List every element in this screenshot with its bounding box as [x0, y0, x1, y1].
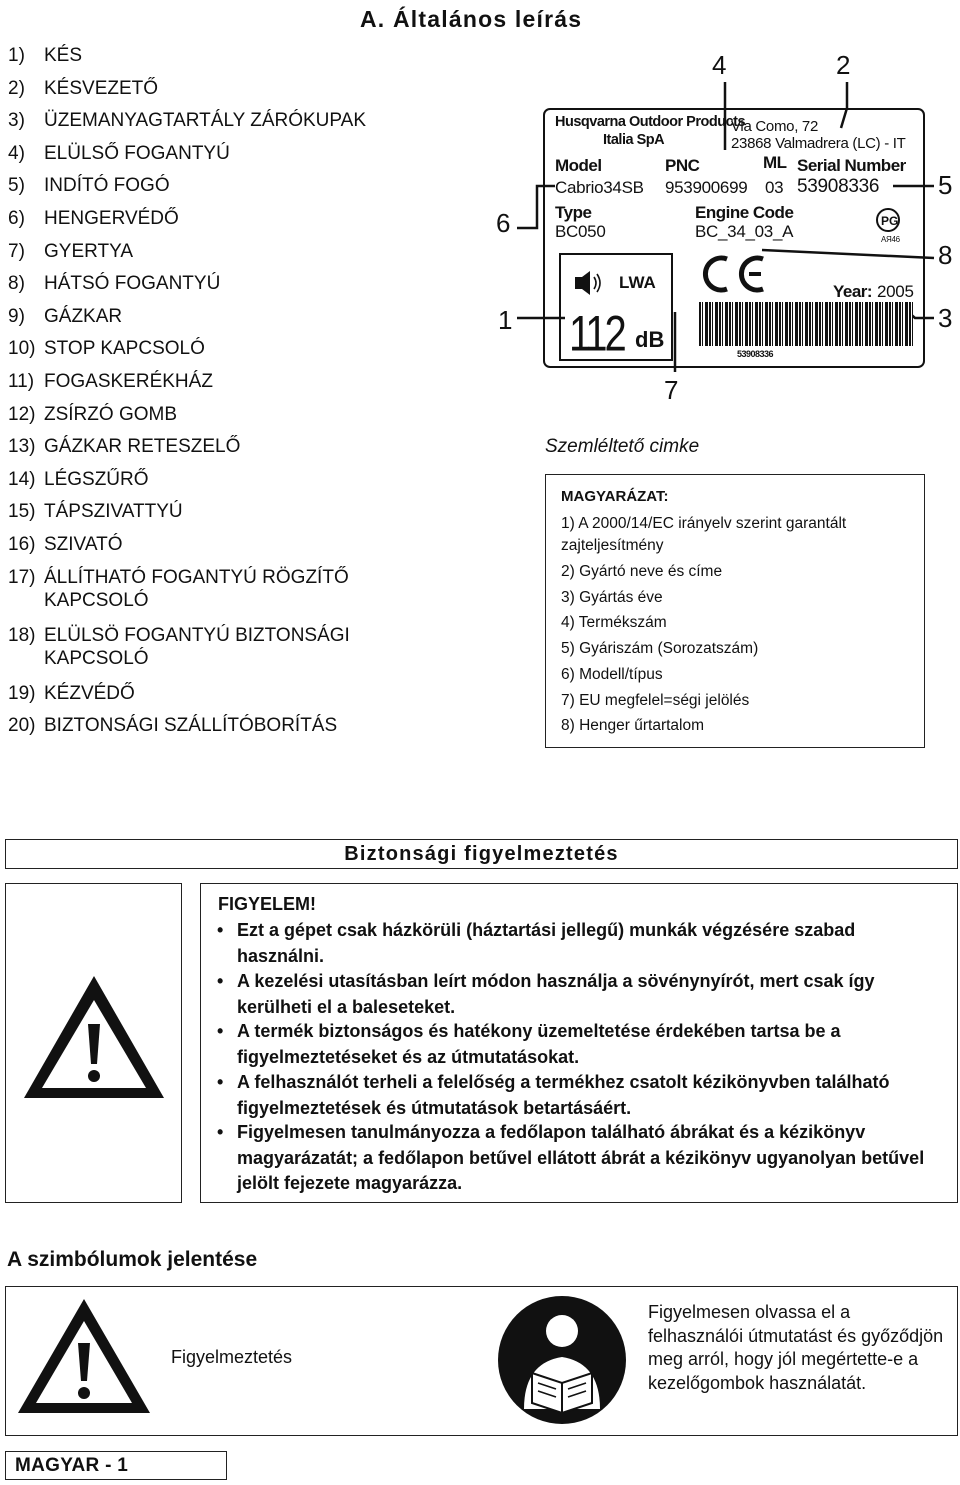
certification-code: AЯ46 — [881, 235, 900, 244]
list-item: 11) FOGASKERÉKHÁZ — [8, 370, 213, 392]
page-title: A. Általános leírás — [360, 6, 583, 32]
engine-code-header: Engine Code — [695, 203, 794, 222]
list-item: 17) ÁLLÍTHATÓ FOGANTYÚ RÖGZÍTŐ KAPCSOLÓ — [8, 566, 349, 611]
callout-8: 8 — [938, 240, 953, 270]
list-item: • A felhasználót terheli a felelőség a termékhez csatolt kézikönyvben található figyelmeztetések és útmutatások betartásáért. — [217, 1072, 890, 1118]
list-item: 1) KÉS — [8, 45, 83, 66]
list-item: 15) TÁPSZIVATTYÚ — [8, 501, 183, 523]
safety-title: Biztonsági figyelmeztetés — [344, 843, 619, 865]
list-item: 2) Gyártó neve és címe — [561, 563, 723, 580]
model-value: Cabrio34SB — [555, 178, 644, 197]
ml-header: ML — [763, 153, 787, 172]
ml-value: 03 — [765, 178, 784, 197]
list-item: 12) ZSÍRZÓ GOMB — [8, 403, 177, 425]
list-item: 2) KÉSVEZETŐ — [8, 77, 159, 99]
lwa-label: LWA — [619, 273, 656, 292]
callout-6: 6 — [496, 208, 511, 238]
list-item: 20) BIZTONSÁGI SZÁLLÍTÓBORÍTÁS — [8, 715, 338, 737]
label-caption: Szemléltető cimke — [545, 436, 700, 457]
callout-2: 2 — [836, 50, 851, 80]
callout-1: 1 — [498, 305, 513, 335]
legend-title: MAGYARÁZAT: — [561, 488, 669, 505]
pnc-header: PNC — [665, 156, 700, 175]
svg-text:PG: PG — [881, 214, 899, 228]
callout-3: 3 — [938, 303, 953, 333]
list-item: • Figyelmesen tanulmányozza a fedőlapon található ábrákat és a kézikönyv magyarázatát; a fedőlapon betűvel ellátott ábrát a kézikönyv ugyanolyan betűvel jelölt fejezete magyarázza. — [217, 1122, 925, 1193]
safety-heading: FIGYELEM! — [218, 894, 316, 914]
serial-value: 53908336 — [797, 176, 880, 197]
engine-code-value: BC_34_03_A — [695, 222, 794, 241]
type-value: BC050 — [555, 222, 606, 241]
list-item: 1) A 2000/14/EC irányelv szerint garantált zajteljesítmény — [561, 515, 847, 554]
list-item: 13) GÁZKAR RETESZELŐ — [8, 436, 241, 458]
type-header: Type — [555, 203, 592, 222]
callout-4: 4 — [712, 50, 727, 80]
list-item: • A termék biztonságos és hatékony üzemeltetése érdekében tartsa be a figyelmeztetéseket és az útmutatásokat. — [217, 1021, 841, 1067]
list-item: 8) Henger űrtartalom — [561, 717, 705, 734]
noise-level-box — [559, 253, 673, 361]
ce-mark-icon — [697, 254, 769, 294]
safety-text-panel — [200, 883, 958, 1203]
speaker-icon — [571, 267, 605, 299]
safety-header — [5, 839, 958, 869]
db-value: 112 — [569, 306, 624, 362]
pnc-value: 953900699 — [665, 178, 748, 197]
safety-icon-panel — [5, 883, 182, 1203]
serial-header: Serial Number — [797, 156, 906, 175]
read-manual-text: Figyelmesen olvassa el a felhasználói útmutatást és győződjön meg arról, hogy jól megértette-e a kezelőgombok használatát. — [648, 1302, 944, 1393]
page-footer — [5, 1451, 227, 1480]
list-item: 5) INDÍTÓ FOGÓ — [8, 175, 170, 197]
callout-7: 7 — [664, 375, 679, 405]
address-line-2: 23868 Valmadrera (LC) - IT — [731, 135, 906, 152]
year-value: 2005 — [877, 282, 914, 301]
list-item: 3) ÜZEMANYAGTARTÁLY ZÁRÓKUPAK — [8, 110, 367, 132]
manufacturer-name: Husqvarna Outdoor Products — [555, 114, 746, 130]
symbols-heading: A szimbólumok jelentése — [7, 1248, 258, 1271]
pct-certification-icon — [871, 206, 909, 236]
list-item: 7) GYERTYA — [8, 240, 134, 262]
list-item: 14) LÉGSZŰRŐ — [8, 468, 149, 490]
list-item: 19) KÉZVÉDŐ — [8, 682, 135, 704]
list-item: 7) EU megfelel=ségi jelölés — [561, 692, 750, 709]
list-item: 5) Gyáriszám (Sorozatszám) — [561, 640, 759, 657]
db-unit: dB — [635, 327, 665, 352]
symbols-box — [5, 1286, 958, 1436]
year-label: Year: — [833, 282, 873, 301]
address-line-1: Via Como, 72 — [731, 118, 819, 135]
list-item: 16) SZIVATÓ — [8, 533, 123, 555]
legend-box — [545, 474, 925, 748]
list-item: 6) HENGERVÉDŐ — [8, 207, 179, 229]
list-item: 8) HÁTSÓ FOGANTYÚ — [8, 273, 221, 295]
list-item: 9) GÁZKAR — [8, 305, 123, 327]
list-item: 3) Gyártás éve — [561, 589, 663, 606]
list-item: 4) Termékszám — [561, 614, 667, 631]
list-item: • A kezelési utasításban leírt módon használja a sövénynyírót, mert csak így kerülheti el a baleseteket. — [217, 971, 875, 1017]
warning-triangle-icon — [14, 1295, 154, 1417]
warning-triangle-icon — [20, 972, 168, 1102]
list-item: 6) Modell/típus — [561, 666, 663, 683]
model-header: Model — [555, 156, 602, 175]
manufacturer-subname: Italia SpA — [603, 132, 665, 148]
footer-label: MAGYAR - 1 — [15, 1455, 129, 1476]
read-manual-icon — [494, 1291, 630, 1429]
warning-symbol-label: Figyelmeztetés — [171, 1347, 293, 1367]
list-item: 10) STOP KAPCSOLÓ — [8, 338, 205, 360]
list-item: 4) ELÜLSŐ FOGANTYÚ — [8, 142, 230, 164]
list-item: • Ezt a gépet csak házkörüli (háztartási jellegű) munkák végzésére szabad használni. — [217, 920, 856, 966]
callout-5: 5 — [938, 170, 953, 200]
list-item: 18) ELÜLSÖ FOGANTYÚ BIZTONSÁGI KAPCSOLÓ — [8, 624, 350, 669]
barcode — [699, 302, 913, 346]
barcode-number: 53908336 — [737, 349, 774, 359]
rating-label-plate — [543, 108, 925, 368]
